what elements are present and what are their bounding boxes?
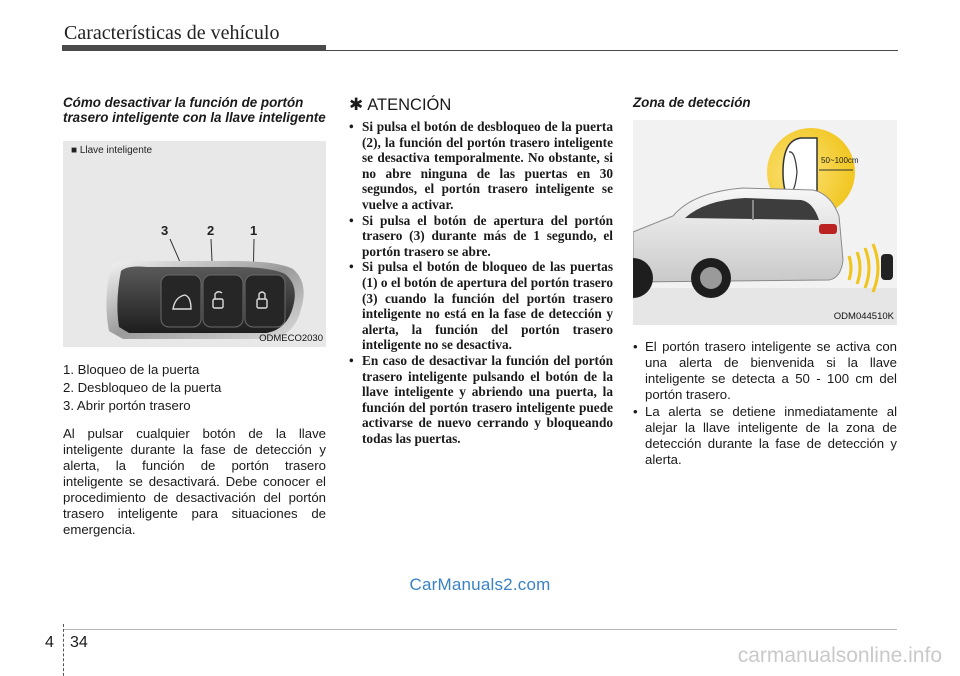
middle-column [349, 95, 613, 446]
detection-zone-figure [633, 120, 897, 325]
list-item: • La alerta se detiene inmediatamente al alejar la llave inteligente de la zona de detección durante la fase de detección y alerta. [633, 404, 897, 468]
key-button-list [63, 361, 326, 414]
figure-code: ODM044510K [833, 311, 894, 322]
callout-label-1: 1 [250, 223, 258, 238]
chapter-number: 4 [45, 634, 54, 651]
lock-button [245, 275, 285, 327]
footer-rule [63, 629, 897, 630]
header-rule-thick [62, 45, 326, 51]
figure-code: ODMECO2030 [259, 333, 323, 344]
attention-heading [349, 95, 613, 115]
detection-zone-illustration [633, 120, 897, 325]
star-icon: ✱ [349, 95, 364, 114]
list-item: • Si pulsa el botón de desbloqueo de la puerta (2), la función del portón trasero inteligente se desactiva temporalmente. No obstante, si no abre ninguna de las puertas en 30 segundos, el portón trasero inteligente se vuelve a activar. [349, 119, 613, 213]
smart-key-figure [63, 141, 326, 347]
left-column [63, 95, 326, 538]
tailgate-button [161, 275, 201, 327]
callout-label-2: 2 [207, 223, 215, 238]
list-item: 2. Desbloqueo de la puerta [63, 380, 222, 395]
watermark-link[interactable]: CarManuals2.com [409, 575, 551, 594]
list-item: • Si pulsa el botón de apertura del portón trasero (3) durante más de 1 segundo, el portón trasero se abre. [349, 213, 613, 260]
detection-bullets [633, 339, 897, 468]
tail-light [819, 224, 837, 234]
list-item: • El portón trasero inteligente se activa con una alerta de bienvenida si la llave inteligente se detecta a 50 - 100 cm del portón trasero. [633, 339, 897, 403]
attention-title: ATENCIÓN [367, 95, 452, 114]
page-header-title: Características de vehículo [64, 22, 280, 44]
key-fob-icon [881, 254, 893, 280]
attention-list [349, 119, 613, 446]
page-divider [63, 624, 64, 676]
header-rule-thin [326, 50, 898, 51]
list-item: • Si pulsa el botón de bloqueo de las puertas (1) o el botón de apertura del portón trasero (3) cuando la función del portón trasero inteligente no está en la fase de detección y alerta, la función del portón trasero inteligente no se desactiva. [349, 259, 613, 353]
list-item: 3. Abrir portón trasero [63, 398, 191, 413]
left-subhead: Cómo desactivar la función de portón trasero inteligente con la llave inteligente [63, 95, 326, 125]
deactivation-paragraph: Al pulsar cualquier botón de la llave inteligente durante la fase de detección y alerta, la función de portón trasero inteligente se desactivará. Debe conocer el procedimiento de desactivación del portón trasero inteligente para situaciones de emergencia. [63, 426, 326, 537]
figure-legend: ■ Llave inteligente [71, 145, 153, 156]
right-column [633, 95, 897, 469]
list-item: 1. Bloqueo de la puerta [63, 362, 200, 377]
smart-key-illustration [63, 141, 326, 347]
site-watermark: carmanualsonline.info [737, 644, 942, 667]
range-label: 50~100cm [821, 156, 859, 165]
right-subhead: Zona de detección [633, 95, 751, 110]
page-number: 34 [70, 634, 88, 651]
callout-label-3: 3 [161, 223, 169, 238]
list-item: • En caso de desactivar la función del portón trasero inteligente pulsando el botón de la llave inteligente y abriendo una puerta, la función del portón trasero inteligente puede activarse de nuevo cerrando y bloqueando todas las puertas. [349, 353, 613, 447]
